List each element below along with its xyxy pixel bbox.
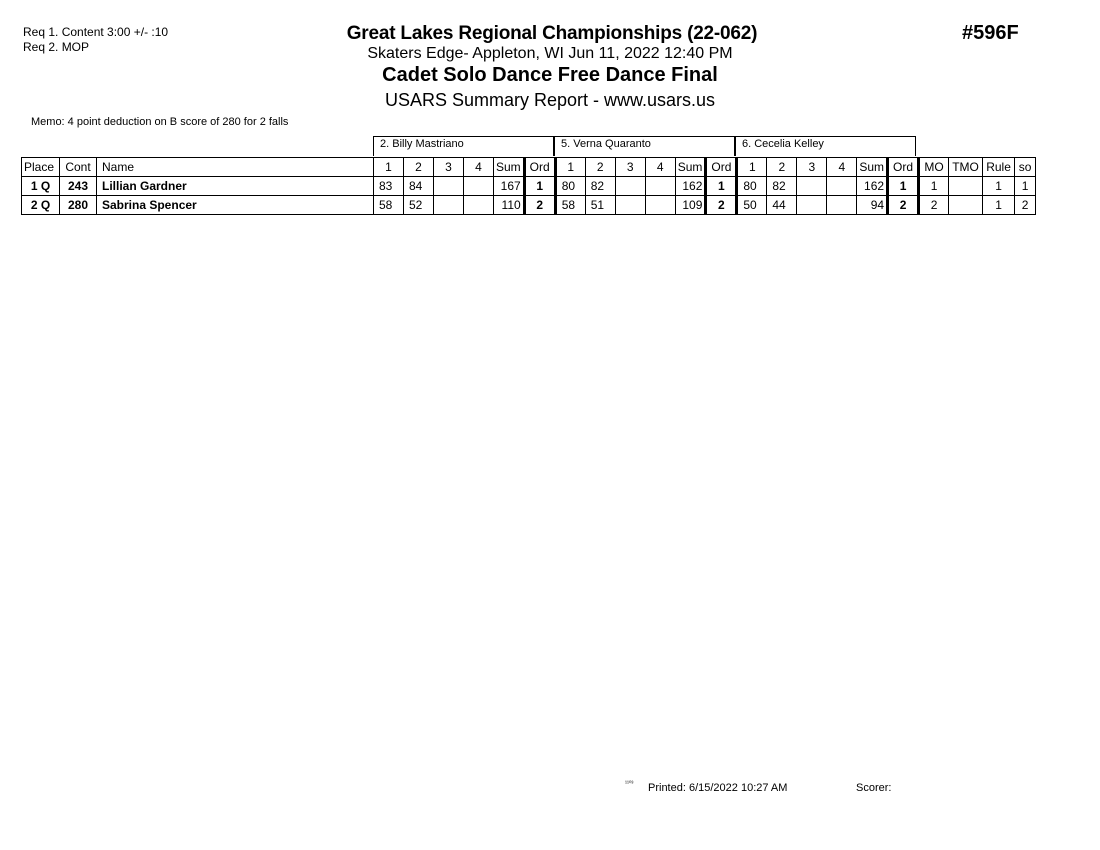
score-cell xyxy=(615,196,645,215)
judge-header-3: 6. Cecelia Kelley xyxy=(735,136,916,156)
table-header-row xyxy=(22,158,1036,177)
event-title: Great Lakes Regional Championships (22-062) xyxy=(346,23,758,44)
col-cont: Cont xyxy=(60,158,97,177)
place-cell: 2 Q xyxy=(22,196,60,215)
score-cell: 82 xyxy=(767,177,797,196)
score-cell: 84 xyxy=(404,177,434,196)
col-name: Name xyxy=(97,158,374,177)
so-cell: 2 xyxy=(1015,196,1036,215)
table-row xyxy=(22,196,1036,215)
score-cell xyxy=(615,177,645,196)
col-tmo: TMO xyxy=(949,158,983,177)
col-j2-sum: Sum xyxy=(675,158,706,177)
col-j1-sum: Sum xyxy=(494,158,525,177)
score-cell xyxy=(645,177,675,196)
judge-header-2: 5. Verna Quaranto xyxy=(554,136,735,156)
col-mo: MO xyxy=(919,158,949,177)
mo-cell: 1 xyxy=(919,177,949,196)
mo-cell: 2 xyxy=(919,196,949,215)
score-cell: 58 xyxy=(374,196,404,215)
col-j2-s4: 4 xyxy=(645,158,675,177)
score-cell: 83 xyxy=(374,177,404,196)
sum-cell: 162 xyxy=(675,177,706,196)
name-cell: Lillian Gardner xyxy=(97,177,374,196)
tmo-cell xyxy=(949,177,983,196)
ord-cell: 1 xyxy=(524,177,555,196)
score-cell xyxy=(827,177,857,196)
score-cell xyxy=(645,196,675,215)
col-rule: Rule xyxy=(983,158,1015,177)
col-j3-s2: 2 xyxy=(767,158,797,177)
score-cell: 80 xyxy=(555,177,585,196)
score-cell: 51 xyxy=(585,196,615,215)
printed-timestamp: Printed: 6/15/2022 10:27 AM xyxy=(648,782,788,794)
sum-cell: 162 xyxy=(857,177,888,196)
score-cell xyxy=(434,196,464,215)
memo: Memo: 4 point deduction on B score of 280 for 2 falls xyxy=(31,116,289,128)
ord-cell: 2 xyxy=(524,196,555,215)
col-j3-s1: 1 xyxy=(737,158,767,177)
so-cell: 1 xyxy=(1015,177,1036,196)
score-cell: 58 xyxy=(555,196,585,215)
score-cell xyxy=(797,177,827,196)
competition-title: Cadet Solo Dance Free Dance Final xyxy=(382,64,718,86)
score-cell: 80 xyxy=(737,177,767,196)
footer-mark: ¹¹⁰³ xyxy=(625,781,634,787)
col-j2-ord: Ord xyxy=(706,158,737,177)
scorer-label: Scorer: xyxy=(856,782,892,794)
col-j1-s4: 4 xyxy=(464,158,494,177)
ord-cell: 2 xyxy=(706,196,737,215)
ord-cell: 2 xyxy=(888,196,919,215)
name-cell: Sabrina Spencer xyxy=(97,196,374,215)
judge-header-1: 2. Billy Mastriano xyxy=(373,136,554,156)
col-j2-s1: 1 xyxy=(555,158,585,177)
score-cell xyxy=(827,196,857,215)
results-table xyxy=(21,157,1036,215)
score-cell xyxy=(797,196,827,215)
requirement-2: Req 2. MOP xyxy=(23,40,90,54)
col-so: so xyxy=(1015,158,1036,177)
score-cell: 52 xyxy=(404,196,434,215)
col-j1-s3: 3 xyxy=(434,158,464,177)
cont-cell: 280 xyxy=(60,196,97,215)
ord-cell: 1 xyxy=(706,177,737,196)
col-j3-s4: 4 xyxy=(827,158,857,177)
score-cell xyxy=(464,177,494,196)
venue-line: Skaters Edge- Appleton, WI Jun 11, 2022 12:40 PM xyxy=(367,45,733,62)
col-place: Place xyxy=(22,158,60,177)
score-cell: 82 xyxy=(585,177,615,196)
score-cell xyxy=(434,177,464,196)
cont-cell: 243 xyxy=(60,177,97,196)
col-j3-ord: Ord xyxy=(888,158,919,177)
col-j2-s3: 3 xyxy=(615,158,645,177)
sum-cell: 109 xyxy=(675,196,706,215)
rule-cell: 1 xyxy=(983,177,1015,196)
score-cell xyxy=(464,196,494,215)
event-id: #596F xyxy=(962,22,1019,44)
sum-cell: 94 xyxy=(857,196,888,215)
score-cell: 44 xyxy=(767,196,797,215)
ord-cell: 1 xyxy=(888,177,919,196)
sum-cell: 110 xyxy=(494,196,525,215)
col-j2-s2: 2 xyxy=(585,158,615,177)
requirement-1: Req 1. Content 3:00 +/- :10 xyxy=(23,25,169,39)
sum-cell: 167 xyxy=(494,177,525,196)
table-row xyxy=(22,177,1036,196)
col-j1-s1: 1 xyxy=(374,158,404,177)
col-j1-s2: 2 xyxy=(404,158,434,177)
col-j3-s3: 3 xyxy=(797,158,827,177)
rule-cell: 1 xyxy=(983,196,1015,215)
col-j3-sum: Sum xyxy=(857,158,888,177)
col-j1-ord: Ord xyxy=(524,158,555,177)
score-cell: 50 xyxy=(737,196,767,215)
place-cell: 1 Q xyxy=(22,177,60,196)
tmo-cell xyxy=(949,196,983,215)
report-line: USARS Summary Report - www.usars.us xyxy=(384,90,716,110)
